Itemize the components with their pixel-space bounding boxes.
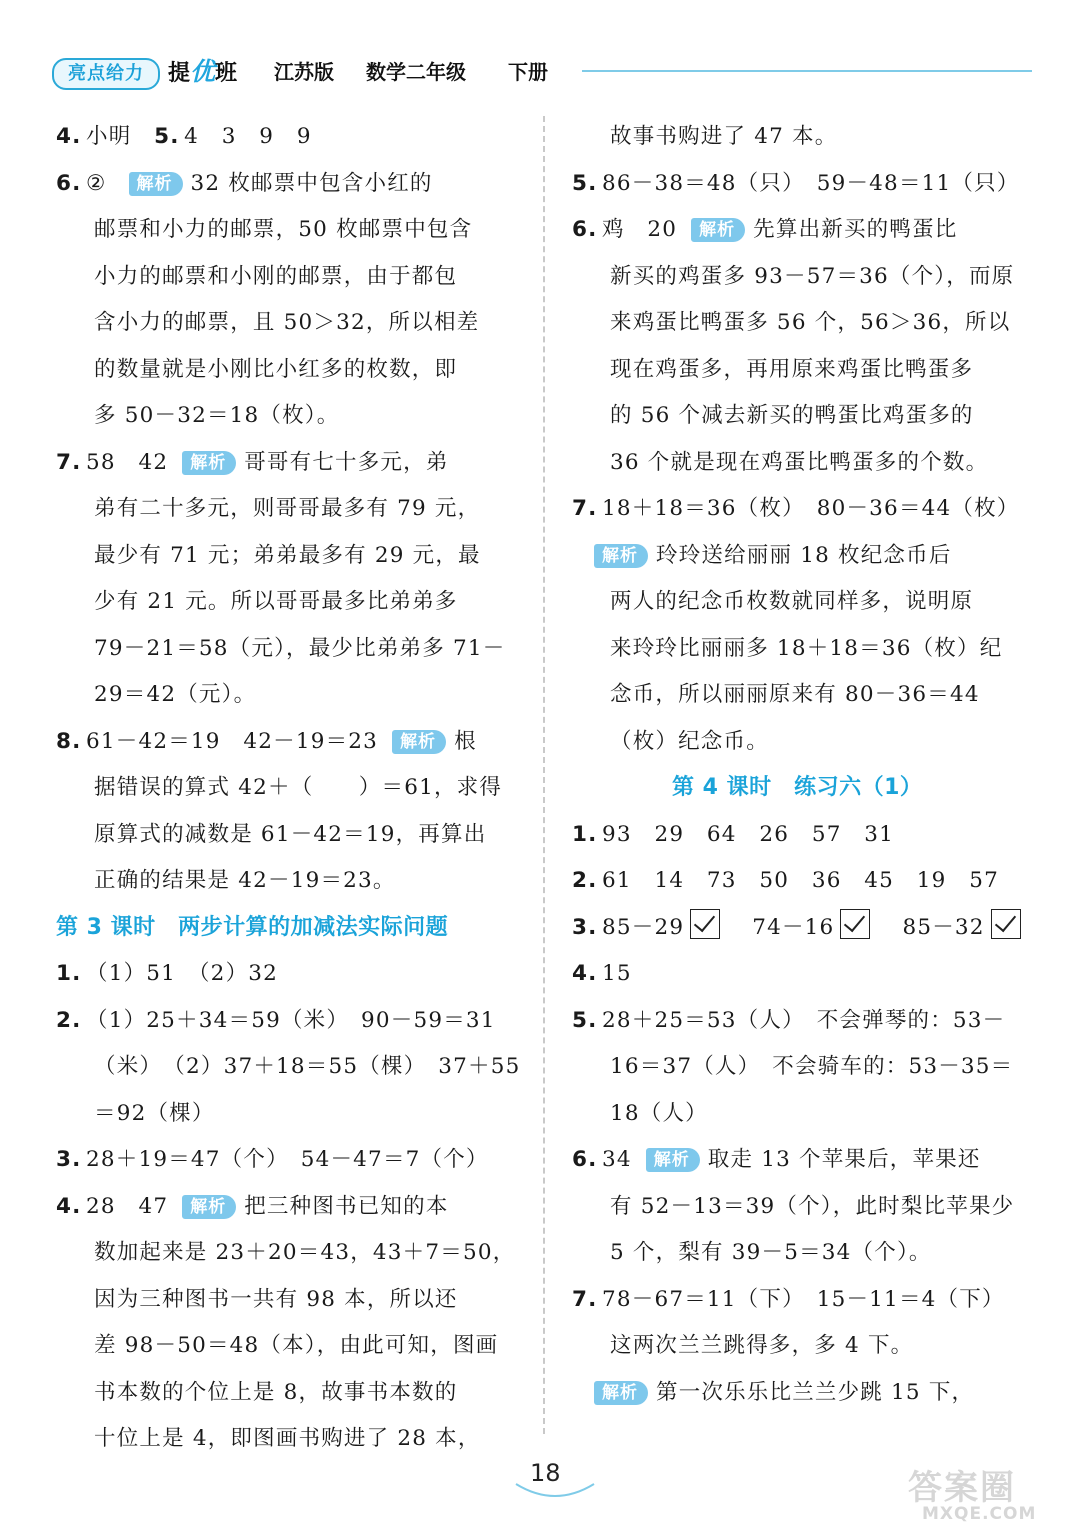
answer-text: 18＋18＝36（枚） 80－36＝44（枚） xyxy=(602,496,1020,521)
item-number: 4. xyxy=(56,1193,82,1219)
answer-line xyxy=(56,440,532,487)
answer-line xyxy=(56,1137,532,1184)
answer-line xyxy=(572,486,1048,533)
answer-line xyxy=(572,905,1048,952)
analysis-tag: 解析 xyxy=(594,544,648,568)
answer-line: 29＝42（元）。 xyxy=(94,682,257,707)
analysis-tag: 解析 xyxy=(594,1381,648,1405)
answer-line xyxy=(56,161,532,208)
page-number-arc-icon xyxy=(510,1474,600,1504)
answer-text: 28＋19＝47（个） 54－47＝7（个） xyxy=(86,1147,489,1172)
answer-line: 36 个就是现在鸡蛋比鸭蛋多的个数。 xyxy=(610,449,989,475)
answer-line: 书本数的个位上是 8，故事书本数的 xyxy=(94,1379,458,1405)
answer-line: 数加起来是 23＋20＝43，43＋7＝50， xyxy=(94,1240,516,1265)
answer-text: 28＋25＝53（人） 不会弹琴的：53－ xyxy=(602,1007,1006,1033)
answer-line xyxy=(572,161,1048,208)
subject: 数学二年级 xyxy=(366,60,466,84)
analysis-tag: 解析 xyxy=(392,730,446,754)
answer-line: （枚）纪念币。 xyxy=(610,728,769,754)
edition: 江苏版 xyxy=(274,60,334,84)
answer-line xyxy=(572,1370,1048,1417)
item-number: 3. xyxy=(572,914,598,940)
answer-line xyxy=(572,533,1048,580)
header-rule xyxy=(582,70,1032,72)
item-number: 3. xyxy=(56,1147,82,1172)
page-number: 18 xyxy=(530,1459,561,1487)
answer-line xyxy=(572,1137,1048,1184)
analysis-tag: 解析 xyxy=(129,172,183,196)
item-number: 7. xyxy=(572,1286,598,1312)
answer-line: 正确的结果是 42－19＝23。 xyxy=(94,868,396,893)
brand-highlight: 优 xyxy=(190,57,216,86)
answer-line xyxy=(572,1277,1048,1324)
answer-line xyxy=(572,998,1048,1045)
answer-line: 邮票和小力的邮票，50 枚邮票中包含 xyxy=(94,217,473,242)
item-number: 6. xyxy=(56,170,82,196)
answer-line: 小力的邮票和小刚的邮票，由于都包 xyxy=(94,263,458,289)
item-number: 7. xyxy=(572,496,598,521)
answer-line xyxy=(56,1184,532,1231)
answer-text: ② xyxy=(86,170,115,196)
answer-line xyxy=(572,858,1048,905)
checkmark-box-icon xyxy=(840,909,870,939)
answer-text: 93 29 64 26 57 31 xyxy=(602,821,895,847)
answer-text: 根 xyxy=(454,728,477,754)
answer-line: 故事书购进了 47 本。 xyxy=(610,124,838,149)
answer-line: ＝92（棵） xyxy=(94,1100,215,1126)
checkmark-box-icon xyxy=(690,909,720,939)
answer-text: 第一次乐乐比兰兰少跳 15 下， xyxy=(656,1379,975,1405)
answer-line xyxy=(56,114,532,161)
section-title: 第 3 课时 两步计算的加减法实际问题 xyxy=(56,914,449,940)
volume: 下册 xyxy=(508,60,548,84)
page-header xyxy=(52,56,1042,90)
answer-line: 16＝37（人） 不会骑车的：53－35＝ xyxy=(610,1054,1014,1079)
left-column xyxy=(56,114,532,1463)
answer-text: 哥哥有七十多元，弟 xyxy=(244,449,449,475)
answer-text: （1）51 （2）32 xyxy=(86,961,279,986)
answer-line: 弟有二十多元，则哥哥最多有 79 元， xyxy=(94,496,481,521)
answer-line: 念币，所以丽丽原来有 80－36＝44 xyxy=(610,682,980,707)
answer-text: 15 xyxy=(602,961,632,986)
answer-line: 含小力的邮票，且 50＞32，所以相差 xyxy=(94,310,480,335)
answer-line xyxy=(56,719,532,766)
answer-text: 鸡 20 xyxy=(602,217,678,242)
brand-name xyxy=(168,56,237,90)
answer-line: 新买的鸡蛋多 93－57＝36（个），而原 xyxy=(610,263,1015,289)
answer-line: 来鸡蛋比鸭蛋多 56 个，56＞36，所以 xyxy=(610,310,1011,335)
answer-line xyxy=(56,998,532,1045)
brand-pre: 提 xyxy=(168,61,191,86)
answer-text: 85－32 xyxy=(902,914,985,940)
brand-badge: 亮点给力 xyxy=(52,58,160,90)
answer-text: 34 xyxy=(602,1147,632,1172)
answer-line: 的 56 个减去新买的鸭蛋比鸡蛋多的 xyxy=(610,403,974,428)
answer-text: （1）25＋34＝59（米） 90－59＝31 xyxy=(86,1007,496,1033)
answer-text: 61－42＝19 42－19＝23 xyxy=(86,728,379,754)
answer-line: 两人的纪念币枚数就同样多，说明原 xyxy=(610,589,974,614)
answer-line: 有 52－13＝39（个），此时梨比苹果少 xyxy=(610,1193,1015,1219)
watermark-logo xyxy=(900,1460,1060,1530)
analysis-tag: 解析 xyxy=(646,1148,700,1172)
answer-text: 4 3 9 9 xyxy=(184,124,312,149)
item-number: 6. xyxy=(572,217,598,242)
answer-line: 18（人） xyxy=(610,1100,708,1126)
answer-line: 这两次兰兰跳得多，多 4 下。 xyxy=(610,1333,914,1358)
answer-line: 最少有 71 元；弟弟最多有 29 元，最 xyxy=(94,542,481,568)
item-number: 5. xyxy=(572,170,598,196)
item-number: 2. xyxy=(572,868,598,893)
answer-line: 来玲玲比丽丽多 18＋18＝36（枚）纪 xyxy=(610,635,1003,661)
answer-line xyxy=(572,951,1048,998)
answer-text: 取走 13 个苹果后，苹果还 xyxy=(707,1147,981,1172)
answer-line: 少有 21 元。所以哥哥最多比弟弟多 xyxy=(94,589,458,614)
answer-text: 86－38＝48（只） 59－48＝11（只） xyxy=(602,170,1020,196)
answer-line: 79－21＝58（元），最少比弟弟多 71－ xyxy=(94,635,506,661)
item-number: 4. xyxy=(56,124,82,149)
answer-line xyxy=(572,812,1048,859)
answer-text: 小明 xyxy=(86,124,132,149)
watermark-text: 答案圈 xyxy=(908,1468,1016,1508)
section-title: 第 4 课时 练习六（1） xyxy=(672,775,923,800)
answer-line xyxy=(572,207,1048,254)
answer-text: 78－67＝11（下） 15－11＝4（下） xyxy=(602,1286,1005,1312)
answer-line: 5 个，梨有 39－5＝34（个）。 xyxy=(610,1240,932,1265)
answer-line: 原算式的减数是 61－42＝19，再算出 xyxy=(94,821,487,847)
item-number: 5. xyxy=(572,1007,598,1033)
answer-line: 多 50－32＝18（枚）。 xyxy=(94,403,340,428)
analysis-tag: 解析 xyxy=(691,218,745,242)
analysis-tag: 解析 xyxy=(182,451,236,475)
item-number: 5. xyxy=(154,124,180,149)
item-number: 7. xyxy=(56,449,82,475)
answer-text: 58 42 xyxy=(86,449,169,475)
answer-line: 十位上是 4，即图画书购进了 28 本， xyxy=(94,1426,481,1451)
column-divider xyxy=(543,116,545,1434)
answer-text: 85－29 xyxy=(602,914,685,940)
right-column xyxy=(572,114,1048,1416)
answer-line: 差 98－50＝48（本），由此可知，图画 xyxy=(94,1333,499,1358)
answer-line: 的数量就是小刚比小红多的枚数，即 xyxy=(94,356,458,382)
item-number: 8. xyxy=(56,728,82,754)
item-number: 1. xyxy=(572,821,598,847)
answer-line: （米） （2）37＋18＝55（棵） 37＋55 xyxy=(94,1054,521,1079)
answer-text: 61 14 73 50 36 45 19 57 xyxy=(602,868,999,893)
analysis-tag: 解析 xyxy=(182,1195,236,1219)
answer-text: 74－16 xyxy=(752,914,835,940)
answer-text: 把三种图书已知的本 xyxy=(244,1193,449,1219)
answer-line: 因为三种图书一共有 98 本，所以还 xyxy=(94,1286,458,1312)
item-number: 1. xyxy=(56,961,82,986)
item-number: 4. xyxy=(572,961,598,986)
brand-post: 班 xyxy=(215,61,238,86)
answer-line: 现在鸡蛋多，再用原来鸡蛋比鸭蛋多 xyxy=(610,356,974,382)
watermark-url: MXQE.COM xyxy=(922,1504,1037,1524)
item-number: 2. xyxy=(56,1007,82,1033)
answer-text: 先算出新买的鸭蛋比 xyxy=(753,217,958,242)
answer-text: 玲玲送给丽丽 18 枚纪念币后 xyxy=(656,542,952,568)
checkmark-box-icon xyxy=(991,909,1021,939)
answer-line xyxy=(56,951,532,998)
answer-text: 28 47 xyxy=(86,1193,169,1219)
item-number: 6. xyxy=(572,1147,598,1172)
answer-text: 32 枚邮票中包含小红的 xyxy=(190,170,433,196)
answer-line: 据错误的算式 42＋（ ）＝61，求得 xyxy=(94,775,503,800)
